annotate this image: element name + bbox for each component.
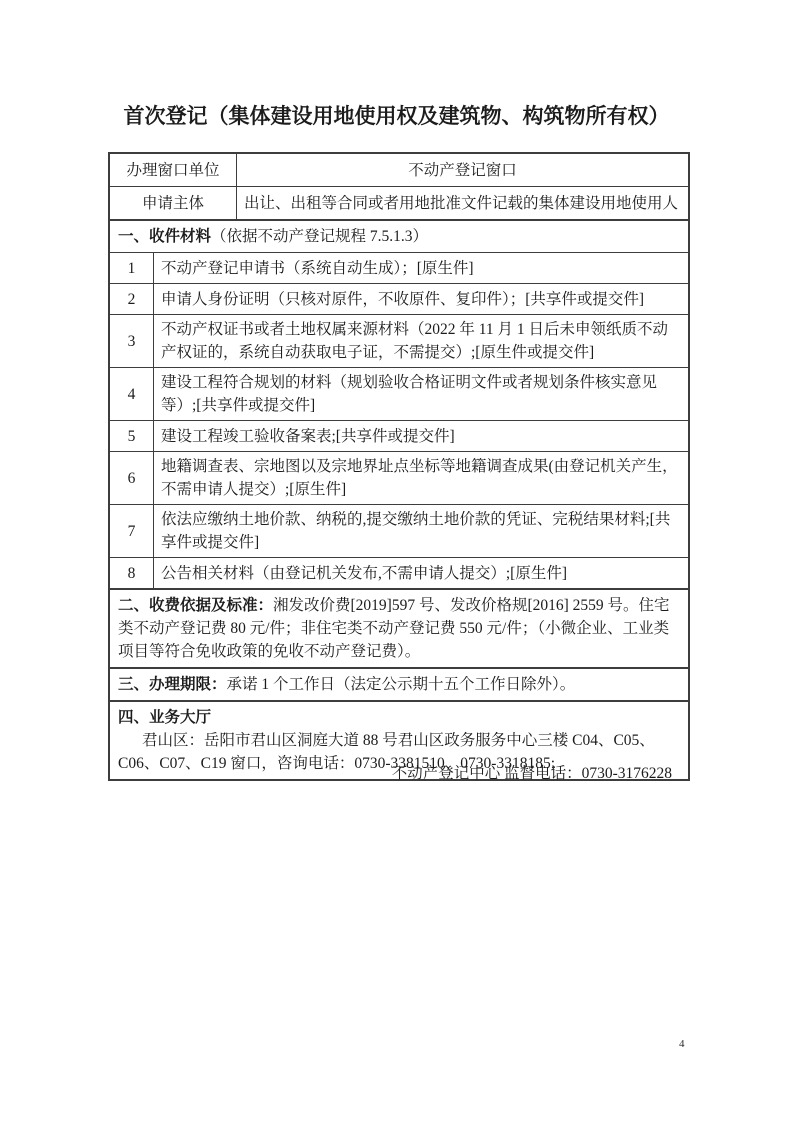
section-body: 承诺 1 个工作日（法定公示期十五个工作日除外）。 xyxy=(226,676,576,693)
section-title: 二、收费依据及标准： xyxy=(118,597,274,614)
material-number: 5 xyxy=(110,421,154,451)
material-number: 1 xyxy=(110,253,154,283)
section-title-note: （依据不动产登记规程 7.5.1.3） xyxy=(211,228,429,245)
material-number: 2 xyxy=(110,284,154,314)
material-row xyxy=(110,252,688,283)
material-text: 公告相关材料（由登记机关发布,不需申请人提交）;[原生件] xyxy=(161,564,568,582)
material-text: 不动产登记申请书（系统自动生成）；[原生件] xyxy=(161,259,474,277)
material-row xyxy=(110,504,688,557)
procedure-table xyxy=(108,152,690,781)
material-number: 8 xyxy=(110,558,154,588)
material-number: 7 xyxy=(110,505,154,557)
material-text: 依法应缴纳土地价款、纳税的,提交缴纳土地价款的凭证、完税结果材料;[共享件或提交件] xyxy=(161,511,671,551)
material-number: 4 xyxy=(110,368,154,420)
section-body: 君山区：岳阳市君山区洞庭大道 88 号君山区政务服务中心三楼 C04、C05、C06、C07、C19 窗口，咨询电话：0730-3381510、0730-3318185; xyxy=(118,732,655,772)
section-title: 三、办理期限： xyxy=(118,676,227,693)
table-row-applicant xyxy=(110,186,688,219)
section-deadline xyxy=(110,667,688,700)
material-row xyxy=(110,557,688,588)
page-number: 4 xyxy=(679,1038,685,1050)
material-number: 6 xyxy=(110,452,154,504)
material-text: 建设工程符合规划的材料（规划验收合格证明文件或者规划条件核实意见等）;[共享件或提交件] xyxy=(161,374,658,414)
section-materials-header xyxy=(110,219,688,252)
row-label: 办理窗口单位 xyxy=(110,154,237,186)
table-row-window-unit xyxy=(110,154,688,186)
material-text: 申请人身份证明（只核对原件，不收原件、复印件）；[共享件或提交件] xyxy=(161,290,645,308)
supervision-phone-footer: 不动产登记中心 监督电话：0730-3176228 xyxy=(391,765,672,782)
row-value: 出让、出租等合同或者用地批准文件记载的集体建设用地使用人 xyxy=(244,194,679,212)
material-row xyxy=(110,283,688,314)
row-value: 不动产登记窗口 xyxy=(408,161,517,179)
material-text: 不动产权证书或者土地权属来源材料（2022 年 11 月 1 日后未申领纸质不动产权证的，系统自动获取电子证，不需提交）;[原生件或提交件] xyxy=(161,321,669,361)
section-fees xyxy=(110,588,688,667)
section-title: 四、业务大厅 xyxy=(118,709,212,726)
material-text: 建设工程竣工验收备案表;[共享件或提交件] xyxy=(161,427,455,445)
material-text: 地籍调查表、宗地图以及宗地界址点坐标等地籍调查成果(由登记机关产生，不需申请人提交）;[原生件] xyxy=(161,458,678,498)
section-title: 一、收件材料 xyxy=(118,228,212,245)
section-body: 湘发改价费[2019]597 号、发改价格规[2016] 2559 号。住宅类不动产登记费 80 元/件；非住宅类不动产登记费 550 元/件；（小微企业、工业类项目等符合免收政策的免收不动产登记费）。 xyxy=(118,597,670,660)
material-row xyxy=(110,367,688,420)
row-label: 申请主体 xyxy=(110,187,237,219)
material-row xyxy=(110,451,688,504)
material-row xyxy=(110,314,688,367)
material-row xyxy=(110,420,688,451)
page-title: 首次登记（集体建设用地使用权及建筑物、构筑物所有权） xyxy=(123,104,670,128)
material-number: 3 xyxy=(110,315,154,367)
